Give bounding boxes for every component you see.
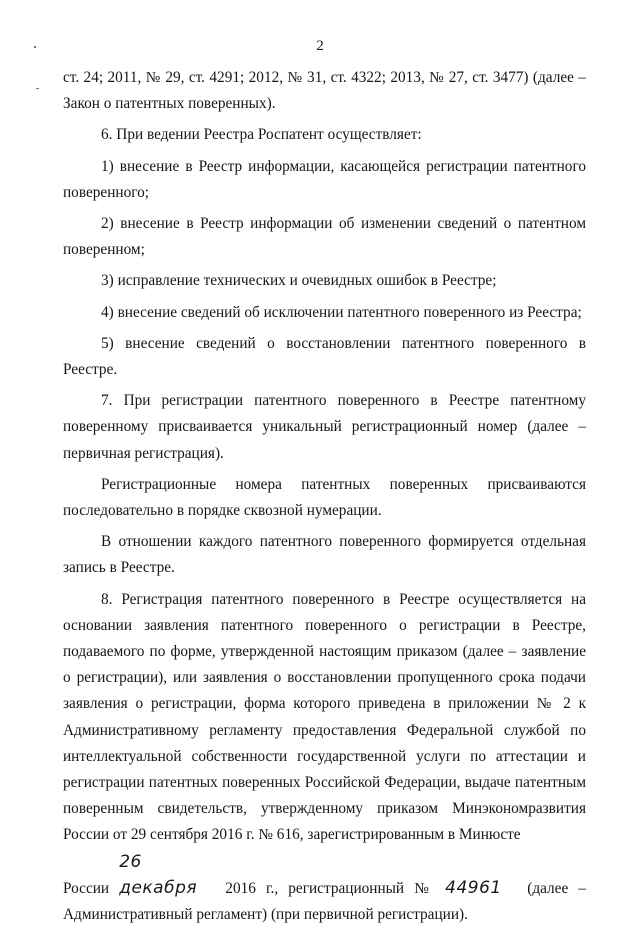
paragraph-6-item-2: 2) внесение в Реестр информации об изменении сведений о патентном поверенном;: [63, 215, 586, 259]
text-registration-number-label: 2016 г., регистрационный №: [225, 879, 436, 897]
paragraph-7: 7. При регистрации патентного поверенного в Реестре патентному поверенному присваивается уникальный регистрационный номер (далее – первичная регистрация).: [63, 392, 586, 462]
paragraph-law-reference: ст. 24; 2011, № 29, ст. 4291; 2012, № 31, ст. 4322; 2013, № 27, ст. 3477) (далее – Закон о патентных поверенных).: [63, 69, 586, 113]
handwritten-registration-number: 44961: [445, 877, 502, 898]
paragraph-6-heading: 6. При ведении Реестра Роспатент осуществляет:: [101, 126, 422, 144]
paragraph-8: 8. Регистрация патентного поверенного в Реестре осуществляется на основании заявления патентного поверенного о регистрации в Реестре, подаваемого по форме, утвержденной настоящим приказом (далее – заявление о регистрации), или заявления о восстановлении пропущенного срока подачи заявления о регистрации, форма которого приведена в приложении № 2 к Административному регламенту предоставления Федеральной службой по интеллектуальной собственности государственной услуги по аттестации и регистрации патентных поверенных Российской Федерации, выдаче патентным поверенным свидетельств, утвержденному приказом Минэкономразвития России от 29 сентября 2016 г. № 616, зарегистрированным в Минюсте: [63, 590, 586, 844]
paragraph-6-item-3: 3) исправление технических и очевидных ошибок в Реестре;: [101, 272, 497, 290]
paragraph-7-numbering: Регистрационные номера патентных поверенных присваиваются последовательно в порядке сквозной нумерации.: [63, 475, 586, 520]
scan-speck: [36, 88, 39, 89]
document-body: [63, 65, 586, 933]
paragraph-6-item-5: 5) внесение сведений о восстановлении патентного поверенного в Реестре.: [63, 334, 586, 379]
paragraph-7-record: В отношении каждого патентного поверенного формируется отдельная запись в Реестре.: [63, 533, 586, 577]
text-admin-regulation: (далее – Административный регламент) (при первичной регистрации).: [63, 879, 586, 924]
paragraph-8-ending: [63, 849, 586, 929]
paragraph-6-item-1: 1) внесение в Реестр информации, касающейся регистрации патентного поверенного;: [63, 157, 586, 201]
paragraph-6-item-4: 4) внесение сведений об исключении патентного поверенного из Реестра;: [101, 303, 582, 321]
page-number: 2: [316, 38, 324, 54]
handwritten-date: 26 декабря: [119, 851, 198, 898]
text-russia: России: [63, 879, 110, 897]
